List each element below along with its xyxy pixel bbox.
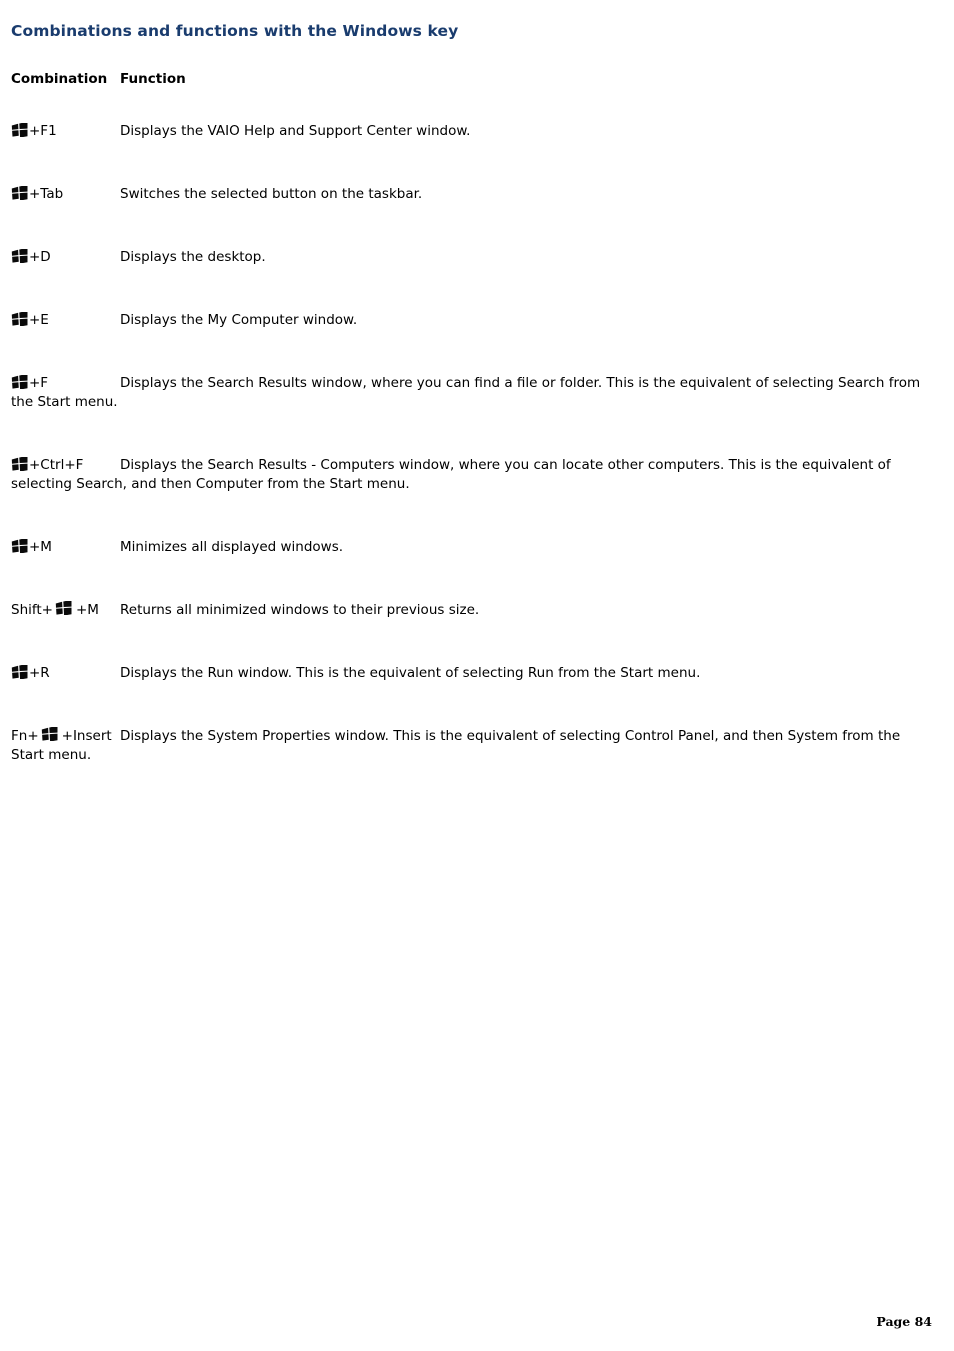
- table-row: [0, 185, 954, 204]
- function-description: Returns all minimized windows to their previous size.: [120, 602, 480, 618]
- windows-flag-icon: [11, 123, 28, 137]
- windows-flag-icon: [11, 665, 28, 679]
- column-header-function: Function: [120, 71, 186, 87]
- function-description: Displays the Run window. This is the equivalent of selecting Run from the Start menu.: [120, 665, 701, 681]
- page-number-footer: Page 84: [876, 1314, 932, 1329]
- combination-cell: [11, 728, 112, 744]
- windows-flag-icon: [11, 249, 28, 263]
- table-row: [0, 538, 954, 557]
- windows-flag-icon: [55, 601, 72, 615]
- function-description: Displays the desktop.: [120, 249, 266, 265]
- windows-flag-icon: [11, 375, 28, 389]
- function-description: Displays the My Computer window.: [120, 312, 358, 328]
- function-description: Minimizes all displayed windows.: [120, 539, 344, 555]
- combination-suffix: +M: [29, 539, 52, 555]
- windows-flag-icon: [11, 539, 28, 553]
- function-description: Displays the Search Results - Computers window, where you can locate other computers. This is the equivalent of selecting Search, and then Computer from the Start menu.: [11, 457, 891, 492]
- table-row: [0, 727, 954, 765]
- windows-flag-icon: [11, 457, 28, 471]
- combination-suffix: +F1: [29, 123, 57, 139]
- combination-suffix: +R: [29, 665, 50, 681]
- function-description: Displays the System Properties window. This is the equivalent of selecting Control Panel, and then System from the Start menu.: [11, 728, 901, 763]
- combination-cell: [11, 457, 83, 473]
- combination-cell: [11, 123, 57, 139]
- function-description: Switches the selected button on the taskbar.: [120, 186, 423, 202]
- table-row: [0, 664, 954, 683]
- combination-cell: [11, 602, 99, 618]
- combination-prefix: Fn+: [11, 728, 39, 744]
- page-title: Combinations and functions with the Windows key: [11, 22, 459, 40]
- combination-cell: [11, 186, 63, 202]
- combination-suffix: +E: [29, 312, 49, 328]
- windows-flag-icon: [11, 312, 28, 326]
- shortcut-table: [0, 122, 954, 765]
- table-row: [0, 374, 954, 412]
- table-row: [0, 311, 954, 330]
- combination-suffix: +Ctrl+F: [29, 457, 84, 473]
- column-header-combination: Combination: [11, 71, 108, 87]
- combination-cell: [11, 665, 50, 681]
- function-description: Displays the Search Results window, where you can find a file or folder. This is the equivalent of selecting Search from the Start menu.: [11, 375, 921, 410]
- combination-cell: [11, 249, 51, 265]
- combination-cell: [11, 312, 49, 328]
- table-row: [0, 601, 954, 620]
- windows-flag-icon: [11, 186, 28, 200]
- combination-suffix: +M: [76, 602, 99, 618]
- combination-cell: [11, 539, 52, 555]
- function-description: Displays the VAIO Help and Support Center window.: [120, 123, 471, 139]
- table-row: [0, 122, 954, 141]
- combination-suffix: +Tab: [29, 186, 64, 202]
- table-row: [0, 456, 954, 494]
- combination-suffix: +Insert: [61, 728, 112, 744]
- combination-suffix: +F: [29, 375, 49, 391]
- combination-suffix: +D: [29, 249, 51, 265]
- table-row: [0, 248, 954, 267]
- windows-flag-icon: [41, 727, 58, 741]
- combination-prefix: Shift+: [11, 602, 53, 618]
- combination-cell: [11, 375, 48, 391]
